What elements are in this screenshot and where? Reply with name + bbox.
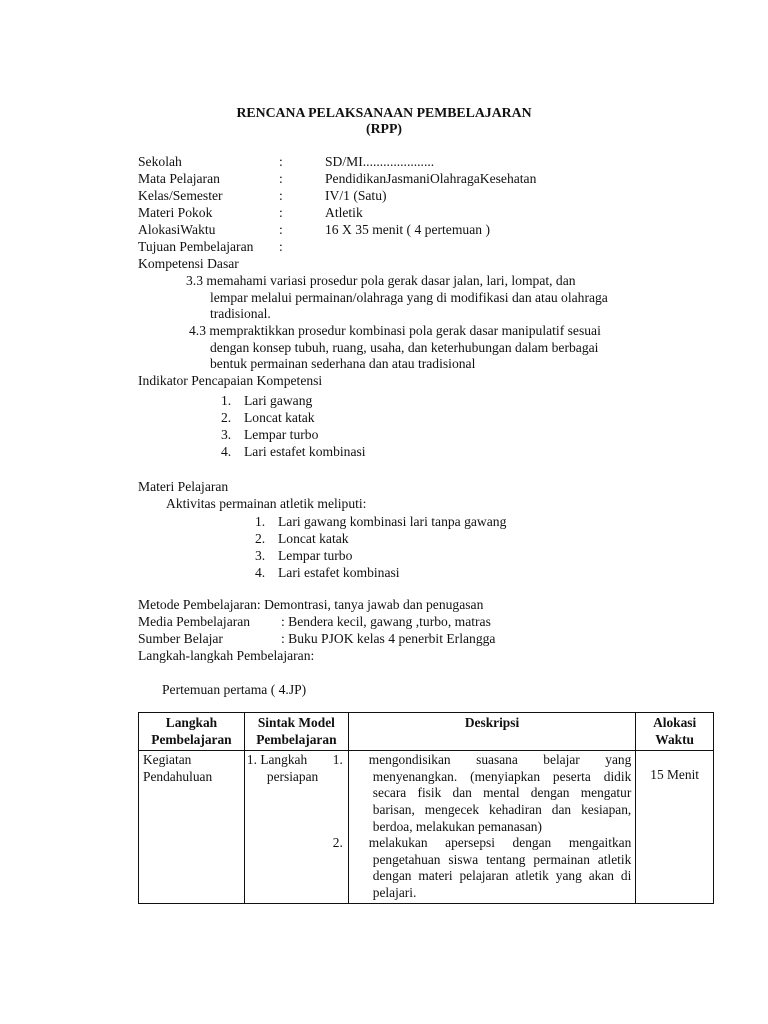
list-text: Lari estafet kombinasi xyxy=(278,565,400,580)
header-langkah xyxy=(139,713,245,751)
identity-colon: : xyxy=(279,205,283,220)
desc-item xyxy=(332,835,632,901)
list-number: 4. xyxy=(255,565,266,580)
list-text: Lempar turbo xyxy=(278,548,353,563)
metode-line: Metode Pembelajaran: Demontrasi, tanya jawab dan penugasan xyxy=(138,597,484,612)
media-value: : Bendera kecil, gawang ,turbo, matras xyxy=(281,614,491,629)
cell-langkah xyxy=(139,751,245,903)
kd-4-3-line: 4.3 mempraktikkan prosedur kombinasi pola gerak dasar manipulatif sesuai xyxy=(189,323,601,338)
list-text: Lari gawang kombinasi lari tanpa gawang xyxy=(278,514,507,529)
pertemuan-heading: Pertemuan pertama ( 4.JP) xyxy=(162,682,307,697)
table-row xyxy=(139,751,714,903)
identity-colon: : xyxy=(279,222,283,237)
list-number: 3. xyxy=(255,548,266,563)
desc-number: 1. xyxy=(332,752,343,768)
header-deskripsi xyxy=(348,713,636,751)
identity-value-alokasi: 16 X 35 menit ( 4 pertemuan ) xyxy=(325,222,490,237)
identity-value-sekolah: SD/MI..................... xyxy=(325,154,435,169)
list-number: 4. xyxy=(221,444,232,459)
table-header-row xyxy=(139,713,714,751)
header-alokasi xyxy=(636,713,714,751)
desc-text: mengondisikan suasana belajar yang menyenangkan. (menyiapkan peserta didik secara fisik dan mental dengan mengatur barisan, mengecek kehadiran dan kesiapan, berdoa, melakukan pemanasan) xyxy=(368,752,632,834)
langkah-heading: Langkah-langkah Pembelajaran: xyxy=(138,648,315,663)
kd-3-3-line: tradisional. xyxy=(210,306,271,321)
list-text: Lari gawang xyxy=(244,393,313,408)
header-text: Alokasi xyxy=(653,715,697,730)
materi-intro: Aktivitas permainan atletik meliputi: xyxy=(166,496,367,511)
list-text: Loncat katak xyxy=(244,410,315,425)
list-text: Lempar turbo xyxy=(244,427,319,442)
list-number: 2. xyxy=(255,531,266,546)
desc-item xyxy=(332,752,632,835)
identity-label-mapel: Mata Pelajaran xyxy=(138,171,220,186)
indikator-heading: Indikator Pencapaian Kompetensi xyxy=(138,373,323,388)
cell-text: Langkah xyxy=(260,752,308,768)
document-title: RENCANA PELAKSANAAN PEMBELAJARAN xyxy=(236,105,532,120)
identity-label-tujuan: Tujuan Pembelajaran xyxy=(138,239,254,254)
identity-colon: : xyxy=(279,171,283,186)
list-number: 2. xyxy=(221,410,232,425)
kd-4-3-line: bentuk permainan sederhana dan atau tradisional xyxy=(210,356,476,371)
header-text: Pembelajaran xyxy=(151,731,232,747)
kd-3-3-line: 3.3 memahami variasi prosedur pola gerak dasar jalan, lari, lompat, dan xyxy=(186,273,576,288)
kd-4-3-line: dengan konsep tubuh, ruang, usaha, dan keterhubungan dalam berbagai xyxy=(210,340,599,355)
identity-value-materi: Atletik xyxy=(325,205,363,220)
list-number: 1. xyxy=(255,514,266,529)
header-text: Deskripsi xyxy=(464,715,520,730)
sumber-value: : Buku PJOK kelas 4 penerbit Erlangga xyxy=(281,631,496,646)
media-label: Media Pembelajaran xyxy=(138,614,251,629)
identity-value-kelas: IV/1 (Satu) xyxy=(325,188,387,203)
materi-heading: Materi Pelajaran xyxy=(138,479,229,494)
desc-text: melakukan apersepsi dengan mengaitkan pengetahuan siswa tentang permainan atletik dengan materi pelajaran atletik yang akan di pelajari. xyxy=(368,835,632,900)
langkah-table xyxy=(138,712,714,904)
identity-label-sekolah: Sekolah xyxy=(138,154,182,169)
cell-text: persiapan xyxy=(266,768,319,784)
cell-deskripsi xyxy=(332,751,636,903)
header-sintak xyxy=(244,713,348,751)
desc-number: 2. xyxy=(332,835,343,851)
list-text: Loncat katak xyxy=(278,531,349,546)
identity-colon: : xyxy=(279,188,283,203)
cell-alokasi xyxy=(636,751,714,903)
header-text: Langkah xyxy=(165,715,218,730)
sumber-label: Sumber Belajar xyxy=(138,631,223,646)
list-text: Lari estafet kombinasi xyxy=(244,444,366,459)
cell-text: Pendahuluan xyxy=(143,768,213,784)
kd-3-3-line: lempar melalui permainan/olahraga yang di modifikasi dan atau olahraga xyxy=(210,290,608,305)
identity-colon: : xyxy=(279,239,283,254)
identity-label-kelas: Kelas/Semester xyxy=(138,188,223,203)
identity-colon: : xyxy=(279,154,283,169)
list-number: 3. xyxy=(221,427,232,442)
identity-label-materi: Materi Pokok xyxy=(138,205,213,220)
cell-text: Kegiatan xyxy=(143,752,192,768)
header-text: Waktu xyxy=(655,731,694,747)
cell-sintak xyxy=(244,751,348,903)
sintak-number: 1. xyxy=(246,752,257,768)
identity-label-alokasi: AlokasiWaktu xyxy=(138,222,216,237)
cell-text: 15 Menit xyxy=(650,767,700,783)
list-number: 1. xyxy=(221,393,232,408)
identity-value-mapel: PendidikanJasmaniOlahragaKesehatan xyxy=(325,171,537,186)
kd-heading: Kompetensi Dasar xyxy=(138,256,239,271)
header-text: Pembelajaran xyxy=(256,731,337,747)
header-text: Sintak Model xyxy=(257,715,335,730)
document-subtitle: (RPP) xyxy=(365,121,402,136)
